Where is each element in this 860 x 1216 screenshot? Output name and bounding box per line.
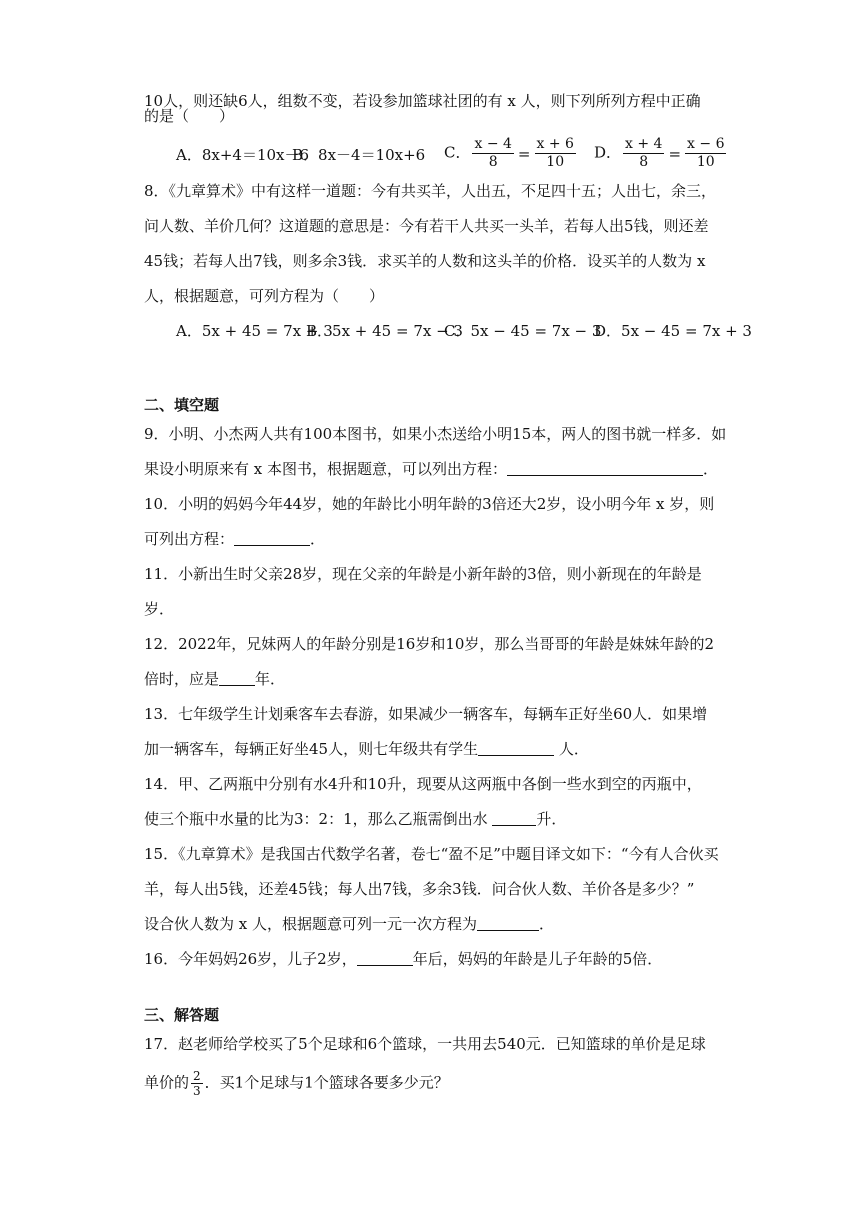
q12-answer-blank[interactable] xyxy=(219,669,255,686)
q7-d-right-fraction xyxy=(685,136,726,171)
q7-option-d[interactable] xyxy=(594,136,728,171)
q7-c-equals: = xyxy=(517,144,531,163)
q10-line-2-end: ． xyxy=(310,530,326,548)
q7-c-right-denominator: 10 xyxy=(546,154,565,170)
q14-answer-blank[interactable] xyxy=(492,809,536,826)
q7-option-b[interactable]: B．8x－4＝10x+6 xyxy=(292,146,426,164)
q8-option-b[interactable]: B．5x + 45 = 7x − 3 xyxy=(306,322,463,340)
q8-line-3: 45钱；若每人出7钱，则多余3钱．求买羊的人数和这头羊的价格．设买羊的人数为 x xyxy=(144,252,706,270)
q15-line-2: 羊，每人出5钱，还差45钱；每人出7钱，多余3钱．问合伙人数、羊价各是多少？” xyxy=(144,880,695,898)
q9-line-1: 9．小明、小杰两人共有100本图书，如果小杰送给小明15本，两人的图书就一样多．如 xyxy=(144,425,727,443)
q12-line-1: 12．2022年，兄妹两人的年龄分别是16岁和10岁，那么当哥哥的年龄是妹妹年龄的2 xyxy=(144,635,714,653)
q7-option-d-label: D． xyxy=(594,143,622,162)
q7-option-a[interactable]: A．8x+4＝10x－6 xyxy=(176,146,310,164)
q10-line-1: 10．小明的妈妈今年44岁，她的年龄比小明年龄的3倍还大2岁，设小明今年 x 岁，则 xyxy=(144,495,715,513)
section-3-title: 三、解答题 xyxy=(144,1006,220,1024)
q15-line-3 xyxy=(144,914,554,934)
q14-line-1: 14．甲、乙两瓶中分别有水4升和10升，现要从这两瓶中各倒一些水到空的丙瓶中， xyxy=(144,775,702,793)
q14-line-2-end: 升． xyxy=(536,810,567,828)
q17-fraction-numerator: 2 xyxy=(193,1069,201,1083)
q13-line-2-text: 加一辆客车，每辆正好坐45人，则七年级共有学生 xyxy=(144,740,479,758)
q12-line-2-text: 倍时，应是 xyxy=(144,670,220,688)
q14-line-2-text: 使三个瓶中水量的比为3：2：1，那么乙瓶需倒出水 xyxy=(144,810,493,828)
q7-d-left-numerator: x + 4 xyxy=(625,136,663,152)
q12-line-2-end: 年． xyxy=(255,670,286,688)
q8-line-1: 8．《九章算术》中有这样一道题：今有共买羊，人出五，不足四十五；人出七，余三， xyxy=(144,182,717,200)
q16-line-1-end: 年后，妈妈的年龄是儿子年龄的5倍． xyxy=(412,950,663,968)
q17-fraction-denominator: 3 xyxy=(193,1084,201,1098)
q17-line-1: 17．赵老师给学校买了5个足球和6个篮球，一共用去540元．已知篮球的单价是足球 xyxy=(144,1035,706,1053)
q7-option-c-label: C． xyxy=(444,143,471,162)
q7-d-left-denominator: 8 xyxy=(639,154,649,170)
q14-line-2 xyxy=(144,809,566,829)
q16-answer-blank[interactable] xyxy=(357,949,413,966)
q9-line-2 xyxy=(144,459,718,479)
q13-line-2 xyxy=(144,739,589,759)
q7-d-right-denominator: 10 xyxy=(696,154,715,170)
q15-line-3-text: 设合伙人数为 x 人，根据题意可列一元一次方程为 xyxy=(144,915,477,933)
q8-option-d[interactable]: D．5x − 45 = 7x + 3 xyxy=(594,322,752,340)
q8-option-a[interactable]: A．5x + 45 = 7x + 3 xyxy=(176,322,333,340)
q8-line-2: 问人数、羊价几何？这道题的意思是：今有若干人共买一头羊，若每人出5钱，则还差 xyxy=(144,217,709,235)
q10-line-2 xyxy=(144,529,325,549)
q9-line-2-text: 果设小明原来有 x 本图书，根据题意，可以列出方程： xyxy=(144,460,507,478)
q15-line-3-end: ． xyxy=(539,915,555,933)
q13-answer-blank[interactable] xyxy=(478,739,554,756)
q7-line-2: 的是（ ） xyxy=(144,107,235,125)
q13-line-2-end: 人． xyxy=(554,740,589,758)
q11-line-1: 11．小新出生时父亲28岁，现在父亲的年龄是小新年龄的3倍，则小新现在的年龄是 xyxy=(144,565,702,583)
q17-line-2-end: ．买1个足球与1个篮球各要多少元？ xyxy=(204,1073,449,1092)
q10-answer-blank[interactable] xyxy=(234,529,310,546)
q7-d-equals: = xyxy=(668,144,682,163)
q9-answer-blank[interactable] xyxy=(507,459,703,476)
q7-c-left-denominator: 8 xyxy=(488,154,498,170)
q17-fraction xyxy=(191,1069,203,1098)
q9-line-2-end: ． xyxy=(703,460,719,478)
q15-line-1: 15．《九章算术》是我国古代数学名著，卷七“盈不足”中题目译文如下：“今有人合伙买 xyxy=(144,845,719,863)
q17-line-2 xyxy=(144,1069,449,1098)
q17-line-2-text: 单价的 xyxy=(144,1073,190,1092)
section-2-title: 二、填空题 xyxy=(144,396,220,414)
q8-option-c[interactable]: C．5x − 45 = 7x − 3 xyxy=(444,322,602,340)
q7-option-c[interactable] xyxy=(444,136,578,171)
q7-c-left-fraction xyxy=(472,136,513,171)
q12-line-2 xyxy=(144,669,285,689)
q16-line-1 xyxy=(144,949,662,969)
q8-line-4: 人，根据题意，可列方程为（ ） xyxy=(144,287,385,305)
q7-d-right-numerator: x − 6 xyxy=(687,136,725,152)
q16-line-1-text: 16．今年妈妈26岁，儿子2岁， xyxy=(144,950,357,968)
q10-line-2-text: 可列出方程： xyxy=(144,530,235,548)
q7-d-left-fraction xyxy=(623,136,664,171)
q7-c-right-numerator: x + 6 xyxy=(536,136,574,152)
q13-line-1: 13．七年级学生计划乘客车去春游，如果减少一辆客车，每辆车正好坐60人．如果增 xyxy=(144,705,708,723)
q7-line-1: 10人，则还缺6人，组数不变，若设参加篮球社团的有 x 人，则下列所列方程中正确 xyxy=(144,92,701,110)
q7-c-left-numerator: x − 4 xyxy=(474,136,512,152)
q11-line-2: 岁． xyxy=(144,600,175,618)
q15-answer-blank[interactable] xyxy=(477,914,539,931)
q7-c-right-fraction xyxy=(535,136,576,171)
